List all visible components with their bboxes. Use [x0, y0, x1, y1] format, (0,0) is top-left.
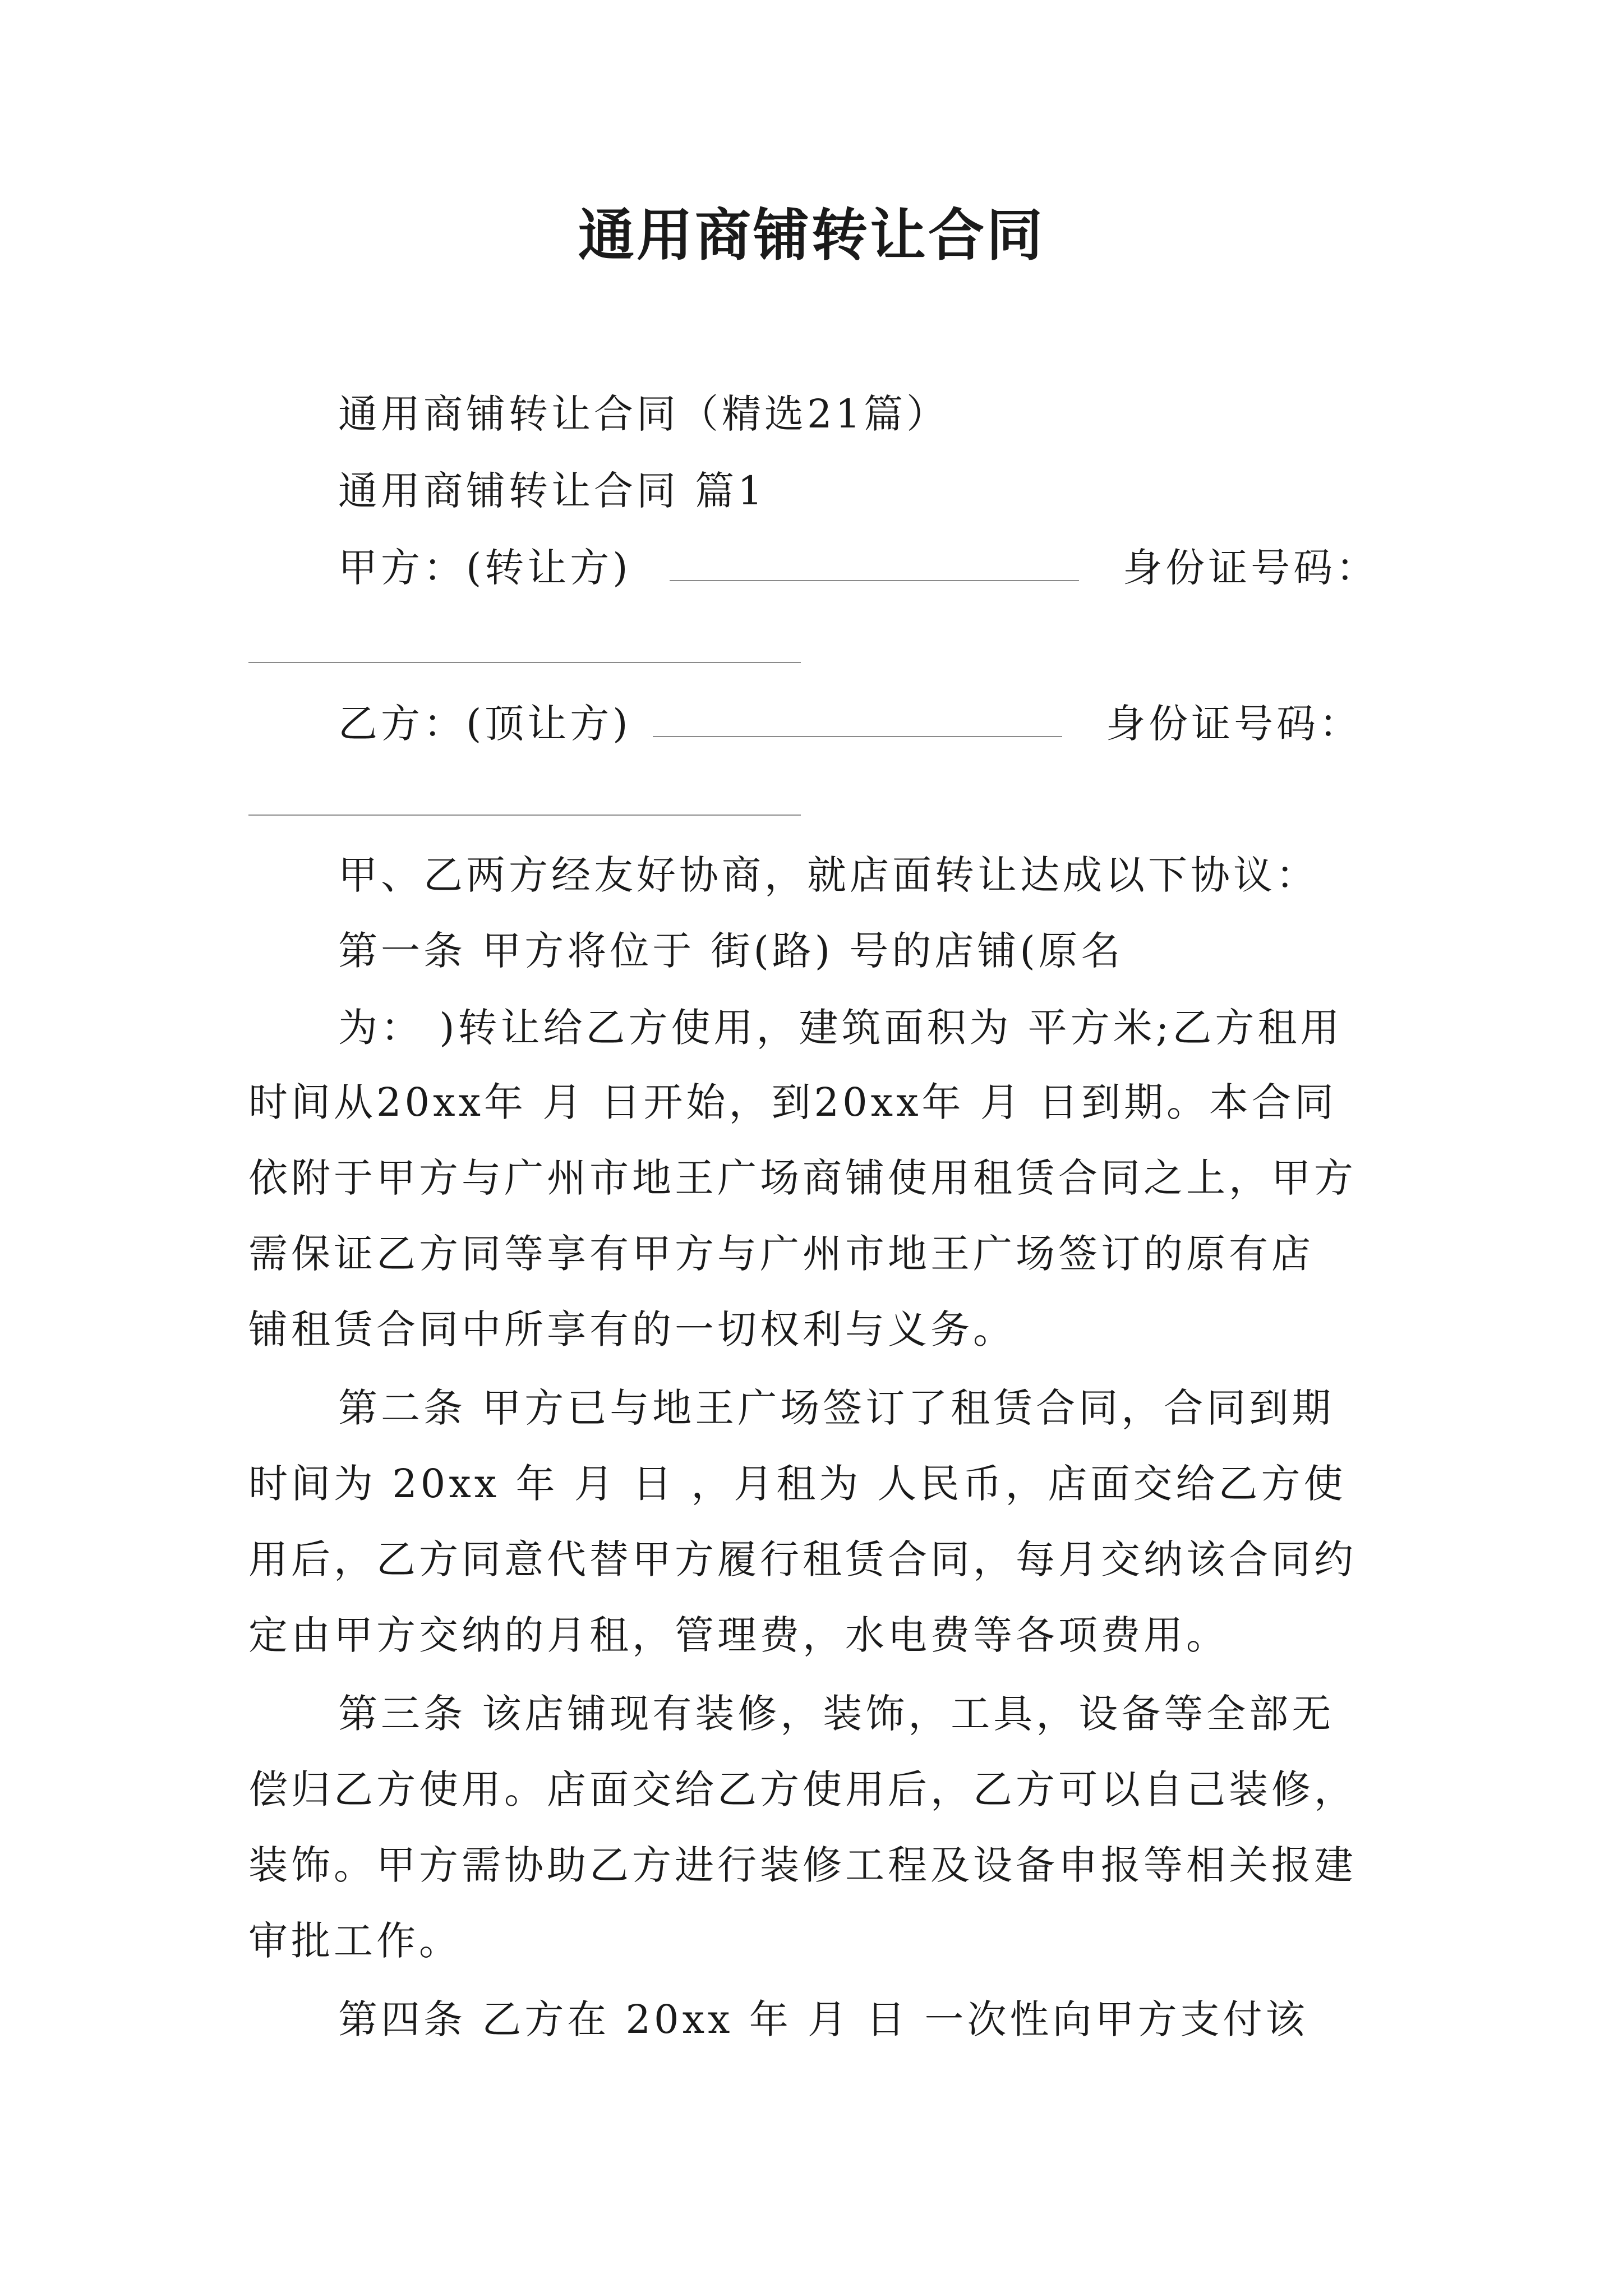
party-a-row [338, 540, 1378, 596]
body-line: 审批工作。 [248, 1918, 462, 1964]
subtitle: 通用商铺转让合同（精选21篇） [338, 391, 949, 437]
party-b-id-label: 身份证号码： [1106, 701, 1362, 747]
party-a-id-label: 身份证号码： [1123, 545, 1379, 591]
body-line: 需保证乙方同等享有甲方与广州市地王广场签订的原有店 [248, 1231, 1314, 1277]
body-line: 偿归乙方使用。店面交给乙方使用后，乙方可以自己装修， [248, 1766, 1357, 1812]
body-line: 第三条 该店铺现有装修，装饰，工具，设备等全部无 [338, 1691, 1335, 1737]
party-a-name-blank [670, 541, 1079, 581]
body-line: 用后，乙方同意代替甲方履行租赁合同，每月交纳该合同约 [248, 1536, 1357, 1582]
party-b-id-blank [248, 815, 801, 816]
body-line: 第二条 甲方已与地王广场签订了租赁合同，合同到期 [338, 1385, 1335, 1431]
chapter-heading: 通用商铺转让合同 篇1 [338, 468, 766, 514]
document-title: 通用商铺转让合同 [578, 203, 1045, 268]
body-line: 第一条 甲方将位于 街(路) 号的店铺(原名 [338, 928, 1124, 974]
body-line: 时间为 20xx 年 月 日 ，月租为 人民币，店面交给乙方使 [248, 1461, 1347, 1507]
body-line: 第四条 乙方在 20xx 年 月 日 一次性向甲方支付该 [338, 1996, 1308, 2042]
intro-paragraph: 甲、乙两方经友好协商，就店面转让达成以下协议： [338, 852, 1318, 898]
party-b-row [338, 696, 1362, 752]
party-a-label: 甲方：(转让方) [338, 545, 631, 591]
body-line: 依附于甲方与广州市地王广场商铺使用租赁合同之上，甲方 [248, 1155, 1357, 1201]
body-line: 装饰。甲方需协助乙方进行装修工程及设备申报等相关报建 [248, 1842, 1357, 1888]
body-line: 为： )转让给乙方使用，建筑面积为 平方米;乙方租用 [338, 1005, 1343, 1051]
party-a-id-blank [248, 662, 801, 663]
party-b-name-blank [653, 697, 1062, 737]
body-line: 铺租赁合同中所享有的一切权利与义务。 [248, 1306, 1016, 1352]
body-line: 时间从20xx年 月 日开始，到20xx年 月 日到期。本合同 [248, 1079, 1338, 1125]
body-line: 定由甲方交纳的月租，管理费，水电费等各项费用。 [248, 1612, 1229, 1658]
party-b-label: 乙方：(顶让方) [338, 701, 631, 747]
